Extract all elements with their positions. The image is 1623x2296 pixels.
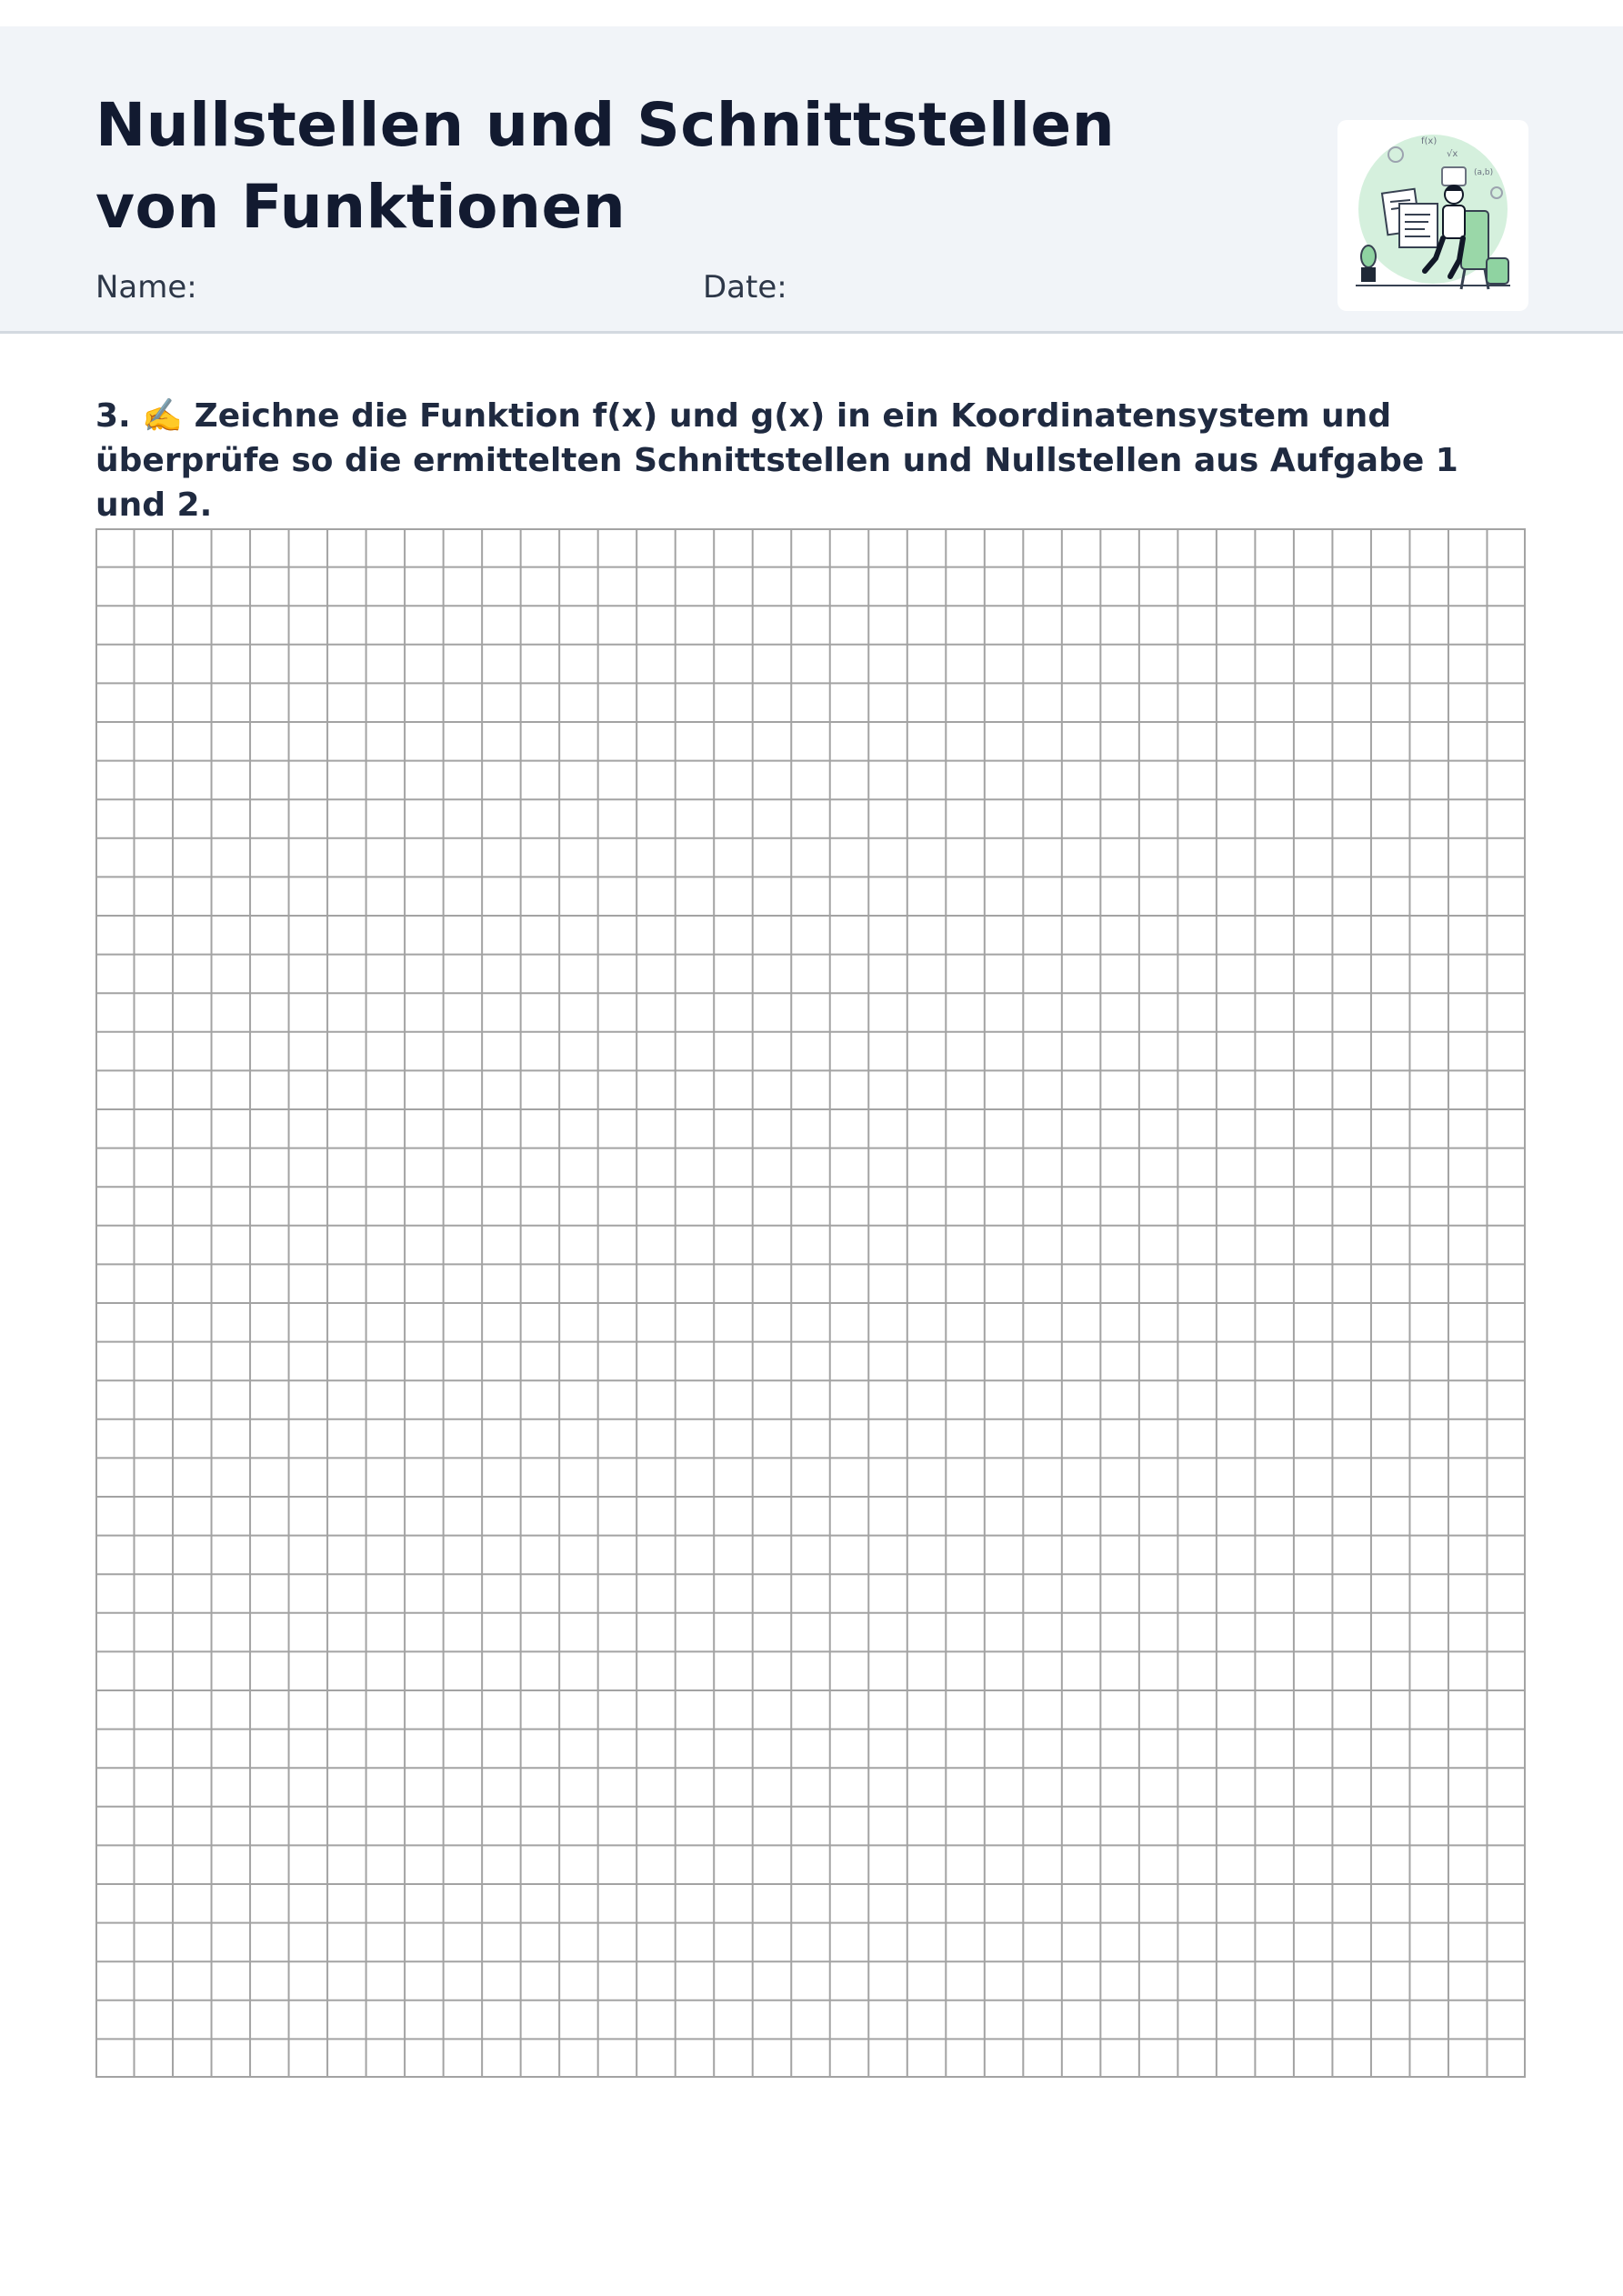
worksheet-header bbox=[0, 26, 1623, 334]
svg-text:f(x): f(x) bbox=[1421, 136, 1438, 146]
date-field-label: Date: bbox=[703, 269, 787, 306]
coordinate-grid[interactable] bbox=[95, 528, 1526, 2078]
task-3-instruction bbox=[95, 394, 1532, 527]
coordinate-grid-svg[interactable] bbox=[95, 528, 1526, 2078]
name-field-label: Name: bbox=[95, 269, 197, 306]
task-number: 3. bbox=[95, 397, 131, 435]
student-illustration bbox=[1337, 120, 1528, 311]
svg-text:(a,b): (a,b) bbox=[1474, 168, 1494, 177]
svg-text:√x: √x bbox=[1447, 149, 1458, 159]
worksheet-title: Nullstellen und Schnittstellen von Funktionen bbox=[95, 90, 1116, 242]
writing-hand-icon: ✍️ bbox=[142, 397, 184, 435]
task-text: Zeichne die Funktion f(x) und g(x) in ein Koordinatensystem und überprüfe so die ermittelten Schnittstellen und Nullstellen aus Aufgabe 1 und 2. bbox=[95, 397, 1458, 524]
